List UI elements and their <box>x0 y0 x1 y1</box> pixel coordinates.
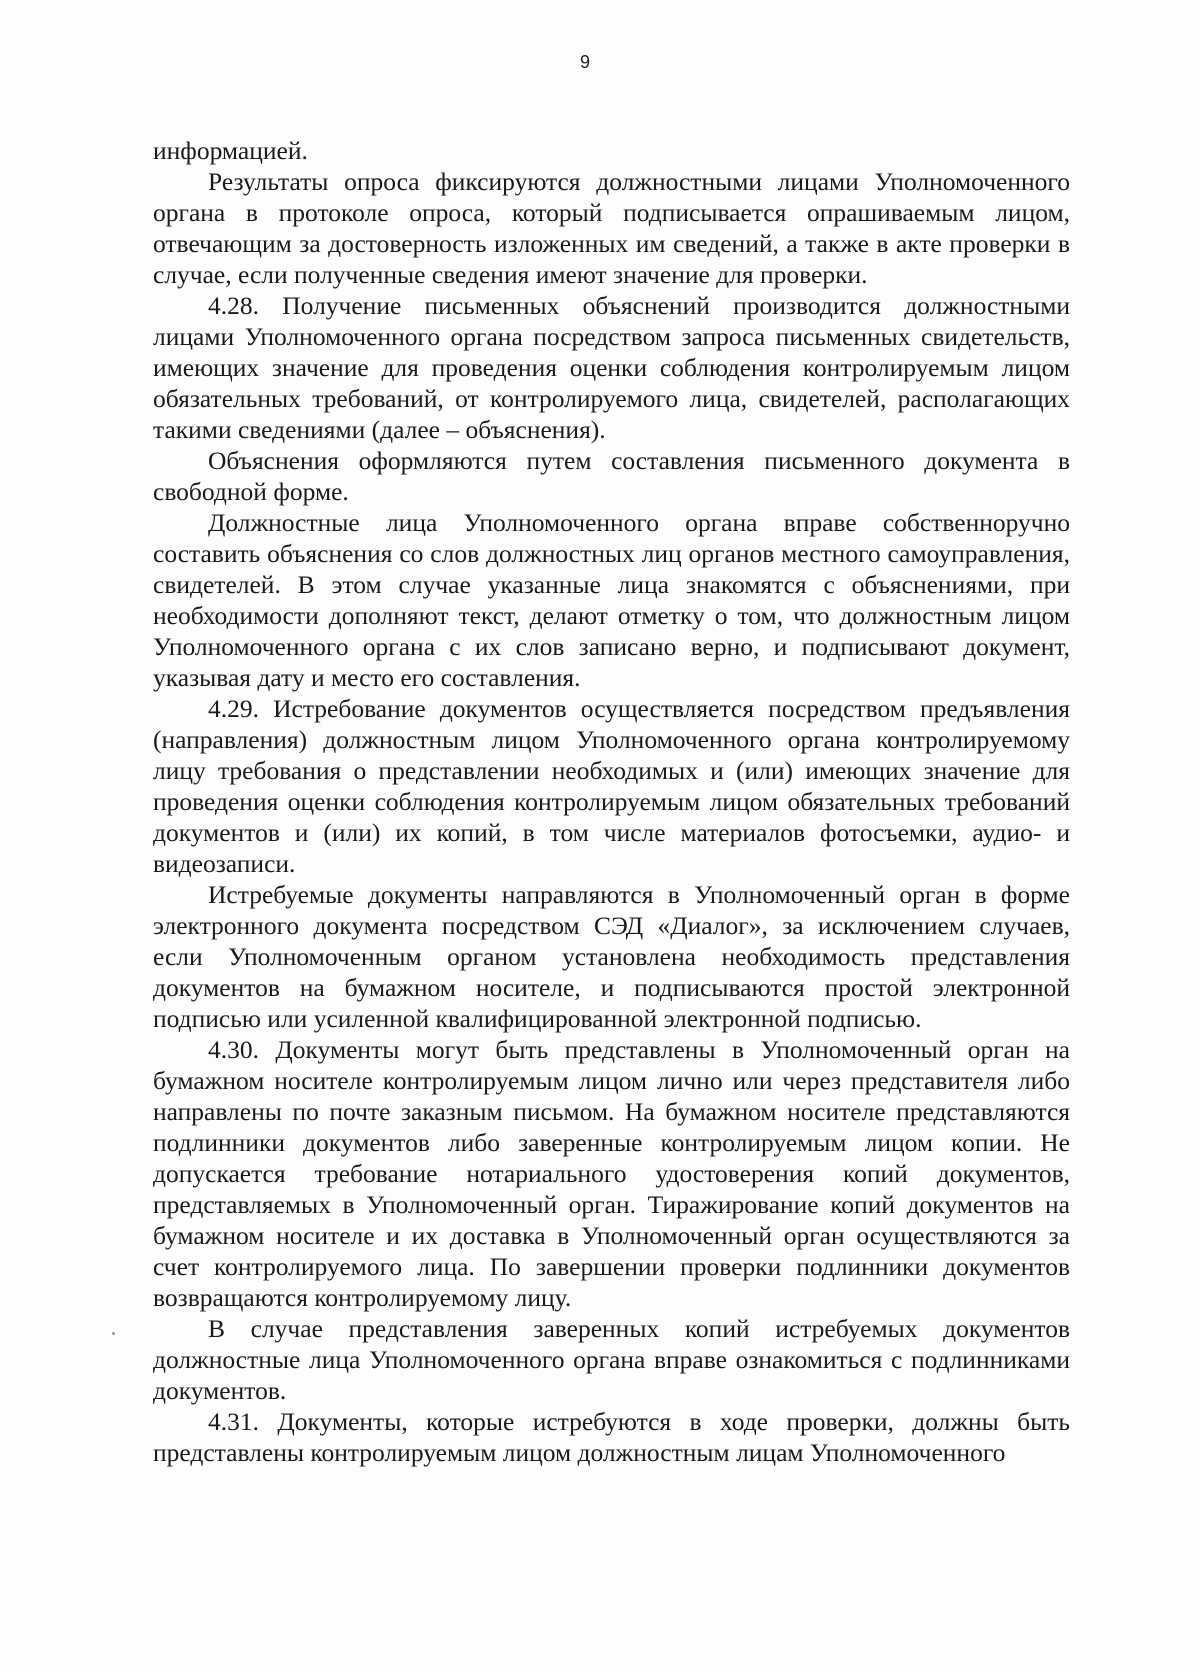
paragraph: Результаты опроса фиксируются должностными лицами Уполномоченного органа в протоколе опроса, который подписывается опрашиваемым лицом, отвечающим за достоверность изложенных им сведений, а также в акте проверки в случае, если полученные сведения имеют значение для проверки. <box>153 167 1070 289</box>
paragraph: Должностные лица Уполномоченного органа вправе собственноручно составить объяснения со слов должностных лиц органов местного самоуправления, свидетелей. В этом случае указанные лица знакомятся с объяснениями, при необходимости дополняют текст, делают отметку о том, что должностным лицом Уполномоченного органа с их слов записано верно, и подписывают документ, указывая дату и место его составления. <box>153 508 1070 692</box>
scan-speck <box>112 1332 115 1335</box>
paragraph: В случае представления заверенных копий истребуемых документов должностные лица Уполномоченного органа вправе ознакомиться с подлинниками документов. <box>153 1314 1070 1405</box>
paragraph-4-30: 4.30. Документы могут быть представлены в Уполномоченный орган на бумажном носителе контролируемым лицом лично или через представителя либо направлены по почте заказным письмом. На бумажном носителе представляются подлинники документов либо заверенные контролируемым лицом копии. Не допускается требование нотариального удостоверения копий документов, представляемых в Уполномоченный орган. Тиражирование копий документов на бумажном носителе и их доставка в Уполномоченный орган осуществляются за счет контролируемого лица. По завершении проверки подлинники документов возвращаются контролируемому лицу. <box>153 1035 1070 1312</box>
paragraph: информацией. <box>153 136 308 165</box>
paragraph-4-31: 4.31. Документы, которые истребуются в ходе проверки, должны быть представлены контролируемым лицом должностным лицам Уполномоченного <box>153 1407 1070 1467</box>
document-body <box>153 135 1070 1468</box>
page-number: 9 <box>579 52 590 72</box>
paragraph: Истребуемые документы направляются в Уполномоченный орган в форме электронного документа посредством СЭД «Диалог», за исключением случаев, если Уполномоченным органом установлена необходимость представления документов на бумажном носителе, и подписываются простой электронной подписью или усиленной квалифицированной электронной подписью. <box>153 880 1070 1033</box>
paragraph: Объяснения оформляются путем составления письменного документа в свободной форме. <box>153 446 1070 506</box>
paragraph-4-29: 4.29. Истребование документов осуществляется посредством предъявления (направления) должностным лицом Уполномоченного органа контролируемому лицу требования о представлении необходимых и (или) имеющих значение для проведения оценки соблюдения контролируемым лицом обязательных требований документов и (или) их копий, в том числе материалов фотосъемки, аудио- и видеозаписи. <box>153 694 1070 878</box>
paragraph-4-28: 4.28. Получение письменных объяснений производится должностными лицами Уполномоченного органа посредством запроса письменных свидетельств, имеющих значение для проведения оценки соблюдения контролируемым лицом обязательных требований, от контролируемого лица, свидетелей, располагающих такими сведениями (далее – объяснения). <box>153 291 1070 444</box>
